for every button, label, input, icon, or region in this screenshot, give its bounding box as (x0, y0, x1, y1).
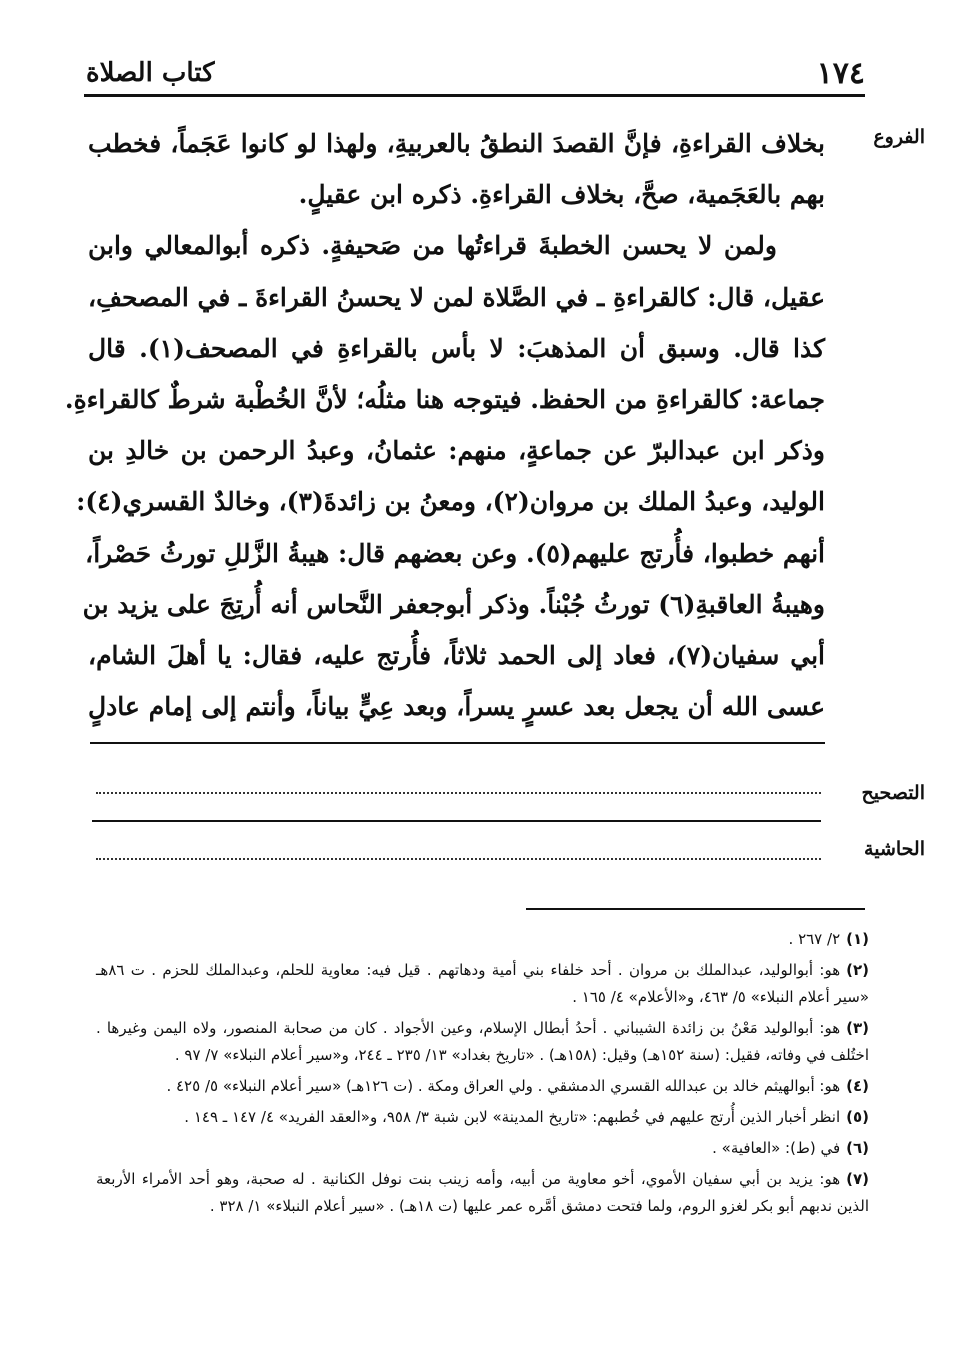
side-label-hashiya: الحاشية (864, 838, 925, 860)
text-line: بخلاف القراءةِ، فإنَّ القصدَ النطقُ بالعربيةِ، ولهذا لو كانوا عَجَماً، فخطب (88, 129, 825, 158)
hashiya-dotted-line (96, 858, 821, 860)
running-title: كتاب الصلاة (86, 58, 215, 88)
text-line: جماعة: كالقراءةِ من الحفظ. فيتوجه هنا مثلُه؛ لأنَّ الخُطْبة شرطٌ كالقراءةِ. (64, 385, 825, 415)
text-line: كذا قال. وسبق أن المذهبَ: لا بأس بالقراءةِ في المصحف(١). قال (88, 333, 826, 363)
footnote-3 (96, 1015, 869, 1069)
footnote-number: (١) (846, 930, 869, 948)
footnote-separator (526, 908, 865, 910)
footnote-text: انظر أخبار الذين أُرتج عليهم في خُطبهم: «تاريخ المدينة» لابن شبة ٣/ ٩٥٨، و«العقد الفريد» ٤/ ١٤٧ ـ ١٤٩ . (184, 1108, 841, 1126)
footnote-text: ٢/ ٢٦٧ . (788, 930, 841, 948)
footnote-text: هو: أبوالهيثم خالد بن عبدالله القسري الدمشقي . ولي العراق ومكة . (ت ١٢٦هـ) «سير أعلام النبلاء» ٥/ ٤٢٥ . (166, 1077, 841, 1095)
footnote-2 (96, 957, 869, 1011)
section-separator-rule (92, 820, 821, 822)
footnote-5 (96, 1104, 869, 1131)
text-line: عقيل، قال: كالقراءةِ ـ في الصَّلاة لمن لا يحسنُ القراءةَ ـ في المصحفِ، (88, 282, 825, 312)
text-line: وهيبةُ العاقبةِ(٦) تورثُ جُبْناً. وذكر أبوجعفر النَّحاس أنه أُرتِجَ على يزيد بن (82, 589, 825, 619)
footnote-4 (96, 1073, 869, 1100)
text-line: أنهم خطبوا، فأُرتج عليهم(٥). وعن بعضهم قال: هيبةُ الزَّللِ تورثُ حَصْراً، (85, 538, 825, 568)
text-line: أبي سفيان(٧)، فعاد إلى الحمد ثلاثاً، فأُرتج عليه، فقال: يا أهلَ الشام، (88, 641, 825, 671)
footnote-number: (٤) (846, 1077, 869, 1095)
body-bottom-rule (90, 742, 825, 744)
tashih-dotted-line (96, 792, 821, 794)
footnote-number: (٦) (846, 1139, 869, 1157)
footnote-text: هو: أبوالوليد مَعْنُ بن زائدة الشيباني . أحدُ أبطال الإسلام، وعين الأجواد . كان من صحابة المنصور، ولاه اليمن وغيرها . اختُلف في وفاته، فقيل: (سنة ١٥٢هـ) وقيل: (١٥٨هـ) . «تاريخ بغداد» ١٣/ ٢٣٥ ـ ٢٤٤، و«سير أعلام النبلاء» ٧/ ٩٧ . (96, 1019, 869, 1064)
text-line: عسى الله أن يجعل بعد عسرٍ يسراً، وبعد عِيٍّ بياناً، وأنتم إلى إمام عادلٍ (88, 692, 825, 722)
side-label-tashih: التصحيح (861, 782, 925, 804)
footnote-number: (٣) (846, 1019, 869, 1037)
footnote-1 (96, 926, 869, 953)
footnote-text: هو: يزيد بن أبي سفيان الأموي، أخو معاوية من أبيه، وأمه زينب بنت نوفل الكنانية . له صحبة، وهو أحد الأمراء الأربعة الذين ندبهم أبو بكر لغزو الروم، ولما فتحت دمشق أمَّره عمر عليها (ت ١٨هـ) . «سير أعلام النبلاء» ١/ ٣٢٨ . (96, 1170, 869, 1215)
footnote-text: في (ط): «العافية» . (712, 1139, 841, 1157)
text-line: ولمن لا يحسن الخطبةَ قراءتُها من صَحيفةٍ. ذكره أبوالمعالي وابن (88, 231, 777, 261)
side-label-furu: الفروع (873, 126, 925, 148)
text-line: الوليد، وعبدُ الملك بن مروان(٢)، ومعنُ بن زائدةَ(٣)، وخالدٌ القسري(٤): (76, 487, 825, 517)
footnote-number: (٥) (846, 1108, 869, 1126)
footnote-6 (96, 1135, 869, 1162)
text-line: وذكر ابن عبدالبرّ عن جماعةٍ، منهم: عثمانُ، وعبدُ الرحمن بن خالدِ بن (88, 436, 825, 466)
page-number: ١٧٤ (816, 56, 865, 91)
footnotes (96, 926, 869, 1224)
text-line: بهم بالعَجَمية، صحَّ، بخلاف القراءةِ. ذكره ابن عقيلٍ. (298, 180, 825, 210)
main-text-block (64, 118, 826, 732)
footnote-number: (٢) (846, 961, 869, 979)
footnote-7 (96, 1166, 869, 1220)
header-rule (84, 94, 865, 97)
footnote-number: (٧) (846, 1170, 869, 1188)
footnote-text: هو: أبوالوليد، عبدالملك بن مروان . أحد خلفاء بني أمية ودهاتهم . قيل فيه: معاوية للحلم، وعبدالملك للحزم . ت ٨٦هـ «سير أعلام النبلاء» ٥/ ٤٦٣، و«الأعلام» ٤/ ١٦٥ . (96, 961, 869, 1006)
